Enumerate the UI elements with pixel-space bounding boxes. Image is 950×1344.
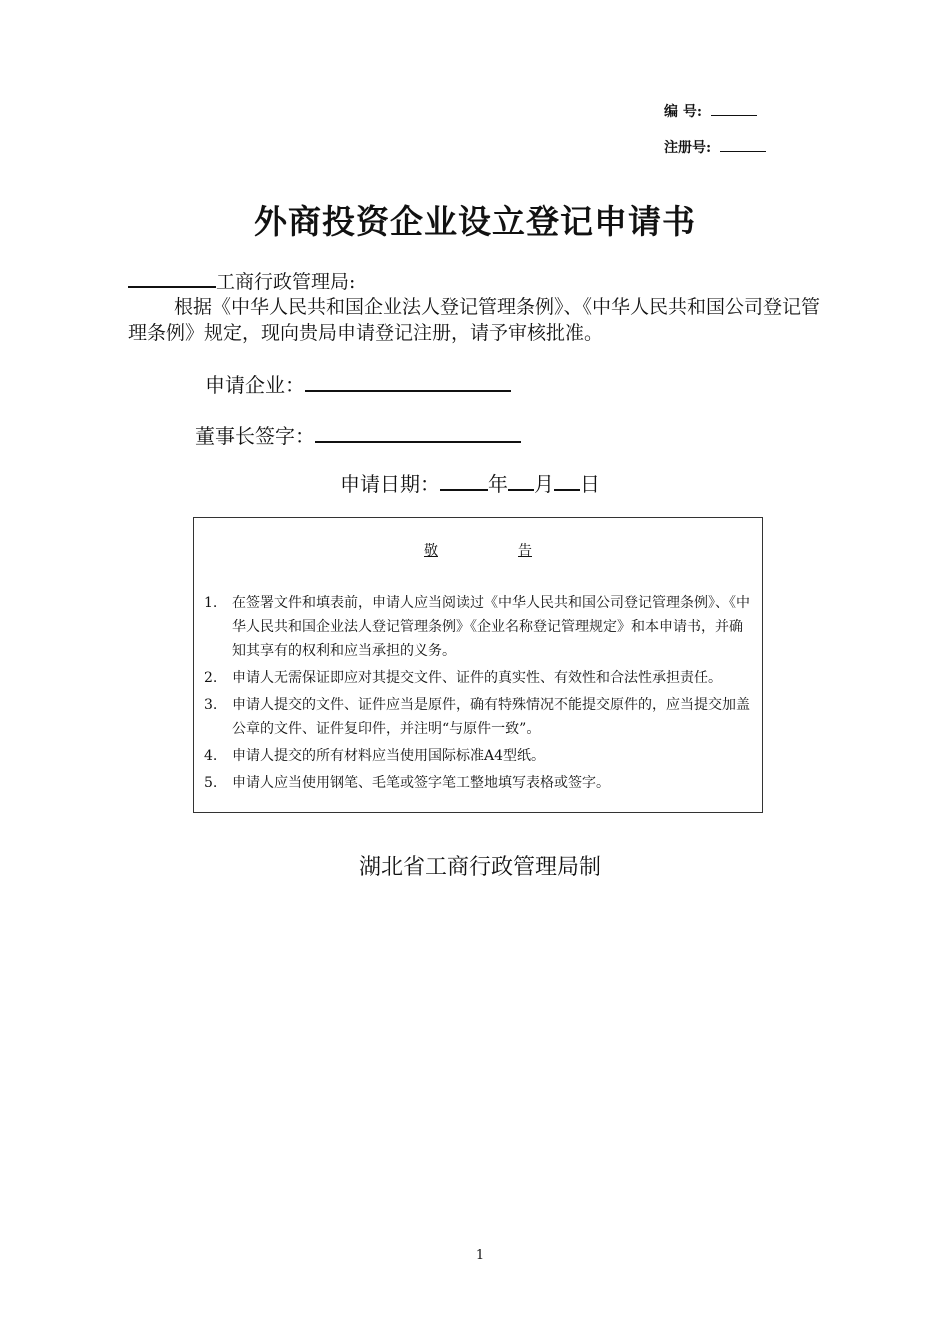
chairman-label: 董事长签字： [195, 424, 315, 448]
notice-item-text: 申请人应当使用钢笔、毛笔或签字笔工整地填写表格或签字。 [232, 775, 610, 791]
notice-item-number: 1. [204, 595, 218, 611]
addressee-suffix: 工商行政管理局: [216, 271, 356, 293]
day-label: 日 [580, 472, 600, 496]
applicant-blank[interactable] [305, 370, 511, 392]
notice-item-number: 5. [204, 775, 218, 791]
date-label: 申请日期： [340, 472, 440, 496]
notice-item-text: 申请人提交的所有材料应当使用国际标准A4型纸。 [232, 748, 546, 764]
chairman-signature-field[interactable] [195, 420, 521, 449]
notice-item [204, 591, 756, 663]
bureau-name-blank[interactable] [128, 268, 216, 288]
notice-item-text: 申请人提交的文件、证件应当是原件，确有特殊情况不能提交原件的，应当提交加盖公章的文件、证件复印件，并注明“与原件一致”。 [232, 697, 750, 737]
notice-item-number: 2. [204, 670, 218, 686]
notice-list [204, 591, 756, 798]
registration-number-field[interactable] [664, 137, 766, 157]
day-blank[interactable] [554, 469, 580, 491]
applicant-field[interactable] [205, 369, 511, 398]
notice-heading-gap [438, 543, 518, 559]
notice-item-text: 申请人无需保证即应对其提交文件、证件的真实性、有效性和合法性承担责任。 [232, 670, 722, 686]
notice-heading [194, 540, 762, 560]
chairman-signature-blank[interactable] [315, 421, 521, 443]
year-blank[interactable] [440, 469, 488, 491]
serial-number-blank[interactable] [711, 101, 757, 116]
year-label: 年 [488, 472, 508, 496]
notice-item-number: 3. [204, 697, 218, 713]
applicant-label: 申请企业： [205, 373, 305, 397]
notice-item-text: 在签署文件和填表前，申请人应当阅读过《中华人民共和国公司登记管理条例》、《中华人民共和国企业法人登记管理条例》《企业名称登记管理规定》和本申请书，并确知其享有的权利和应当承担的义务。 [232, 595, 750, 659]
notice-heading-left: 敬 [424, 543, 438, 559]
month-blank[interactable] [508, 469, 534, 491]
notice-item [204, 744, 756, 768]
issuer-footer: 湖北省工商行政管理局制 [358, 855, 601, 880]
notice-item [204, 771, 756, 795]
notice-item [204, 666, 756, 690]
notice-item-number: 4. [204, 748, 218, 764]
registration-number-label: 注册号: [664, 140, 712, 156]
notice-item [204, 693, 756, 741]
month-label: 月 [534, 472, 554, 496]
body-paragraph: 根据《中华人民共和国企业法人登记管理条例》、《中华人民共和国公司登记管理条例》规定，现向贵局申请登记注册，请予审核批准。 [128, 296, 821, 344]
notice-box [193, 517, 763, 813]
notice-heading-right: 告 [518, 543, 532, 559]
addressee-line [128, 268, 355, 295]
application-date-field[interactable] [340, 468, 600, 497]
serial-number-field[interactable] [664, 101, 757, 121]
registration-number-blank[interactable] [720, 137, 766, 152]
document-title: 外商投资企业设立登记申请书 [254, 202, 696, 241]
serial-number-label: 编 号: [664, 104, 703, 120]
page-number: 1 [475, 1248, 485, 1263]
